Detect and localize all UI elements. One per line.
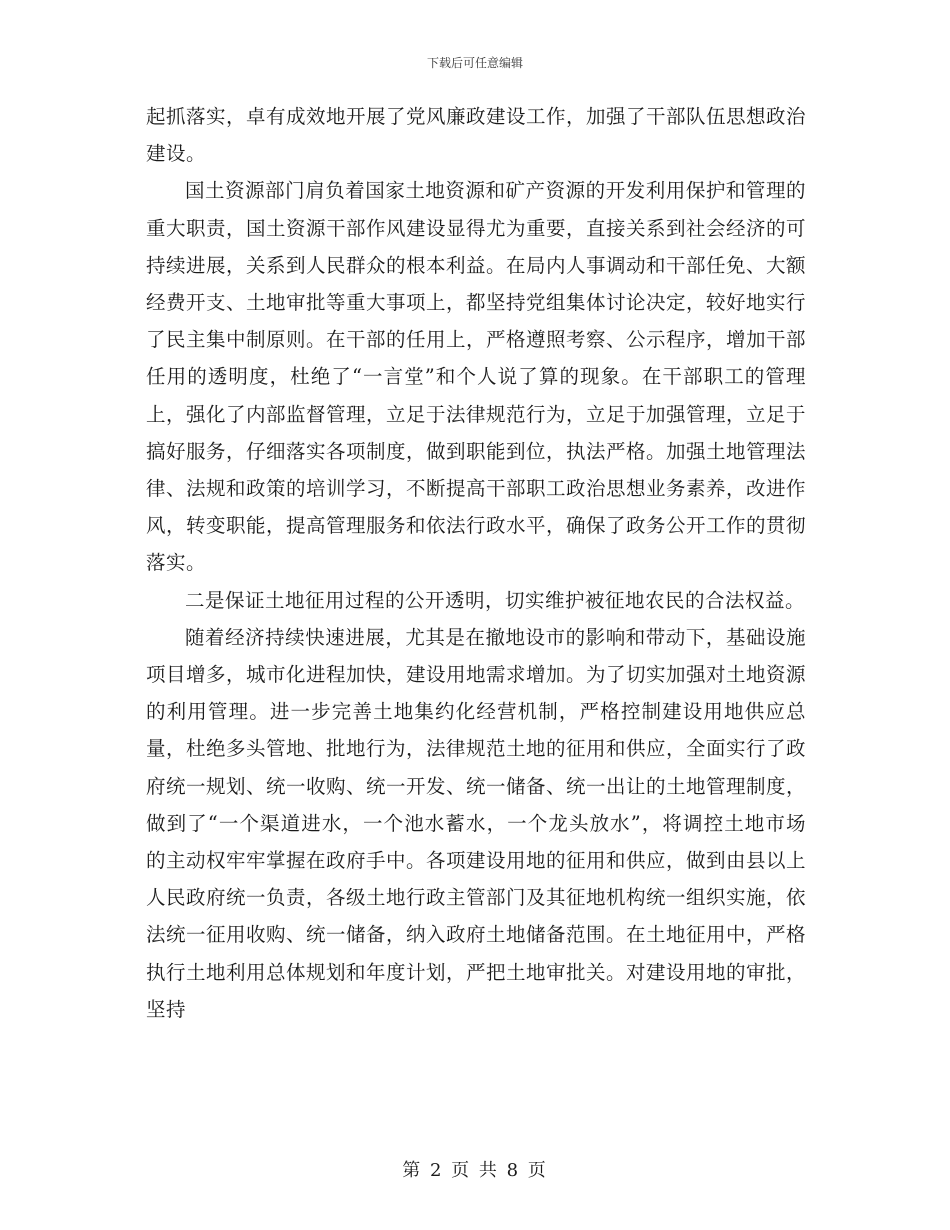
document-body [146,98,806,1028]
paragraph: 起抓落实，卓有成效地开展了党风廉政建设工作，加强了干部队伍思想政治建设。 [146,105,807,166]
paragraph: 国土资源部门肩负着国家土地资源和矿产资源的开发利用保护和管理的重大职责，国土资源干部作风建设显得尤为重要，直接关系到社会经济的可持续进展，关系到人民群众的根本利益。在局内人事调动和干部任免、大额经费开支、土地审批等重大事项上，都坚持党组集体讨论决定，较好地实行了民主集中制原则。在干部的任用上，严格遵照考察、公示程序，增加干部任用的透明度，杜绝了“一言堂”和个人说了算的现象。在干部职工的管理上，强化了内部监督管理，立足于法律规范行为，立足于加强管理，立足于搞好服务，仔细落实各项制度，做到职能到位，执法严格。加强土地管理法律、法规和政策的培训学习，不断提高干部职工政治思想业务素养，改进作风，转变职能，提高管理服务和依法行政水平，确保了政务公开工作的贯彻落实。 [146,179,807,575]
paragraph: 二是保证土地征用过程的公开透明，切实维护被征地农民的合法权益。 [185,588,806,612]
page-header-note: 下载后可任意编辑 [426,56,523,70]
page-number: 第 2 页 共 8 页 [402,1160,548,1181]
paragraph: 随着经济持续快速进展，尤其是在撤地设市的影响和带动下，基础设施项目增多，城市化进程加快，建设用地需求增加。为了切实加强对土地资源的利用管理。进一步完善土地集约化经营机制，严格控制建设用地供应总量，杜绝多头管地、批地行为，法律规范土地的征用和供应，全面实行了政府统一规划、统一收购、统一开发、统一储备、统一出让的土地管理制度，做到了“一个渠道进水，一个池水蓄水，一个龙头放水”，将调控土地市场的主动权牢牢掌握在政府手中。各项建设用地的征用和供应，做到由县以上人民政府统一负责，各级土地行政主管部门及其征地机构统一组织实施，依法统一征用收购、统一储备，纳入政府土地储备范围。在土地征用中，严格执行土地利用总体规划和年度计划，严把土地审批关。对建设用地的审批，坚持 [146,625,807,1021]
